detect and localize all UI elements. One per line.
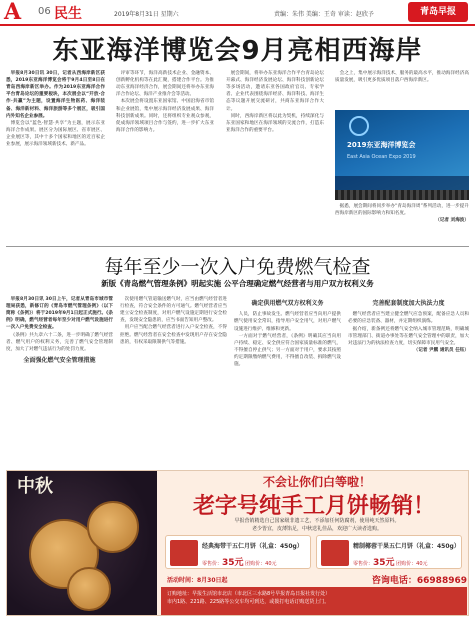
article1-col4-bottom <box>335 203 469 244</box>
paragraph: 据介绍，新条例还将燃气安全纳入城市管理范畴，明确城市管理部门、街道办事处等在燃气安全管理中的职责，加大对违法行为的执法检查力度，切实保障市民用气安全。 <box>348 326 469 346</box>
subhead-rights: 确定供用燃气双方权利义务 <box>251 300 324 307</box>
product-card[interactable] <box>165 535 311 569</box>
ad-address: 订购地址：早报生活馆市北店（市北区三水路8号早报青岛日报社发行处） <box>167 591 331 597</box>
ad-description-2: 老少皆宜，皮薄馅足，中秋送礼佳品，欢迎广大读者选购。 <box>251 526 382 532</box>
article1-credit: （记者 刘海波） <box>435 218 469 224</box>
paragraph: 据悉，展会期间将同步举办“青岛海洋周”系列活动，进一步提升西海岸新区的国际影响力和知名度。 <box>335 204 469 217</box>
paragraph: 用户应当配合燃气经营者进行入户安全检查，不得拒绝。燃气经营者在安全检查中发现用户存在安全隐患的，有权采取限制供气等措施。 <box>120 325 227 345</box>
paragraph: 次使用燃气管道输送燃气时，应当由燃气经营者进行检查，符合安全条件的方可通气。燃气经营者应当建立安全检查制度，对用户燃气设施定期进行安全检查，发现安全隐患的，应当书面告知用户整改。 <box>120 297 227 324</box>
mooncake-shape <box>87 501 139 553</box>
paragraph: 本次展会将设置东亚国家馆、中国沿海省市馆和企业展馆，集中展示海洋经济发展成果、海洋科技创新成果。同时，还将组织专业观众参观，促成海洋领域项目合作与签约，进一步扩大东亚海洋合作的影响力。 <box>116 99 214 133</box>
mooncake-ad[interactable] <box>6 470 469 616</box>
expo-crowd <box>335 190 469 200</box>
mooncake-shape <box>67 567 111 611</box>
headline-expo: 东亚海洋博览会9月亮相西海岸 <box>52 36 423 66</box>
paragraph: 早报8月30日讯 30日，记者从西海岸新区获悉，2019东亚海洋博览会将于9月4日至8日在青岛西海岸新区举办。作为2019东亚海洋合作平台青岛论坛的重要板块，本次展会以“开放·合作·共赢”为主题，设置海洋生物医药、海洋装备、海洋新材料、海洋旅游等多个展区，吸引国内外知名企业参展。 <box>6 71 105 119</box>
paragraph: 会之上，集中展示海洋技术、服务的最高水平，推动海洋经济高质量发展，吸引更多优质项目落户西海岸新区。 <box>335 71 469 84</box>
page-number: 06 <box>38 6 51 17</box>
subhead-safety: 全面强化燃气安全管理措施 <box>23 356 96 364</box>
product-name: 精制椰蓉干果五仁月饼（礼盒：450g） <box>353 543 460 550</box>
newspaper-logo: 青岛早报 <box>408 2 468 22</box>
expo-logo-ring <box>349 116 369 136</box>
article1-col1 <box>6 70 105 244</box>
ad-footer <box>161 587 467 615</box>
paragraph: 燃气经营者应当建立健全燃气应急预案，配备应急人员和必要的应急装备、器材，并定期组织演练。 <box>348 312 469 325</box>
issue-date: 2019年8月31日 星期六 <box>114 11 179 18</box>
article2-col4 <box>348 296 469 468</box>
ad-transport: 市内1路、221路、225路等公交车均可到达，或拨打电话订购送货上门。 <box>167 599 330 605</box>
expo-photo <box>335 110 469 200</box>
subhead-enforcement: 完善配套制度加大执法力度 <box>372 300 445 307</box>
paragraph: 博览会以“蓝色·智慧·共享”为主题，展示东亚海洋合作成果。展区分为国际展区、省市展区、企业展区等，其中十多个国家和地区的近百家企业参展，展示海洋领域新技术、新产品。 <box>6 120 105 148</box>
section-title: 民生 <box>54 6 82 22</box>
paragraph: 《条例》共九章六十二条，进一步明确了燃气经营者、燃气用户的权利义务，完善了燃气安全管理制度，加大了对燃气违法行为的处罚力度。 <box>6 332 113 352</box>
ad-headline: 老字号纯手工月饼畅销！ <box>192 494 435 519</box>
page-header <box>0 0 475 26</box>
ad-description-1: 早报营销精选自己国家级非遗工艺，不添加任何防腐剂，使用纯天然原料。 <box>234 518 400 524</box>
paragraph: 一方面对于燃气经营者，《条例》明确其应当向用户持续、稳定、安全供应符合国家质量标准的燃气，不得擅自停止供气；另一方面对于用户，要求其按照约定期限缴纳燃气费用，不得擅自改装、拆除燃气设施。 <box>234 333 341 368</box>
article2-col2 <box>120 296 227 468</box>
subheadline-gas: 新版《青岛燃气管理条例》明起实施 公平合理确定燃气经营者与用户双方权利义务 <box>101 279 374 288</box>
section-divider <box>6 246 469 247</box>
article1-col3 <box>226 70 324 244</box>
product-price: 零售价：35元 团购价：40元 <box>353 558 428 568</box>
expo-photo-subtitle: East Asia Ocean Expo 2019 <box>347 154 416 160</box>
product-name: 经典海带干五仁月饼（礼盒：450g） <box>202 543 303 550</box>
article1-col2 <box>116 70 214 244</box>
gift-box-icon <box>321 540 349 566</box>
ad-tagline: 不会让你们白等啦！ <box>262 475 371 489</box>
mooncake-image <box>7 471 157 616</box>
page-letter: A <box>4 0 22 25</box>
gift-box-icon <box>170 540 198 566</box>
paragraph: 早报8月30日讯 30日上午，记者从青岛市城市管理局获悉，新修订的《青岛市燃气管理条例》（以下简称《条例》）将于2019年9月1日起正式施行。《条例》明确，燃气经营者每年至少对用户燃气设施进行一次入户免费安全检查。 <box>6 297 113 331</box>
paragraph: 同时，西海岸新区将以此为契机，持续深化与东亚国家和地区在海洋领域的交流合作，打造东亚海洋合作的重要平台。 <box>226 113 324 133</box>
ad-date: 活动时间：8月30日起 <box>167 577 228 584</box>
paragraph: 评审等环节，海洋高新技术企业、金融资本、创新孵化机构等在此汇聚，搭建合作平台。为推动东亚海洋经济合作，展会期间还将举办东亚海洋合作论坛、海洋产业推介会等活动。 <box>116 71 214 98</box>
ad-calligraphy: 中秋 <box>17 476 53 497</box>
product-card[interactable] <box>316 535 462 569</box>
article2-col3 <box>234 296 341 468</box>
article1-col4-top <box>335 70 469 108</box>
paragraph: 展会期间，将举办东亚海洋合作平台青岛论坛开幕式、海洋经济发展论坛、海洋科技创新论坛等多场活动，邀请东亚各国政府官员、专家学者、企业代表围绕海洋经济、海洋科技、海洋生态等议题开展交流研讨，共商东亚海洋合作大计。 <box>226 71 324 112</box>
ad-phone[interactable]: 咨询电话：66988969 <box>371 576 467 586</box>
article2-col1 <box>6 296 113 468</box>
paragraph: 人员，防止事故发生。燃气经营者应当向用户提供燃气使用安全常识，指导用户安全用气，对用户燃气设施进行维护、维修和更新。 <box>234 312 341 332</box>
expo-photo-title: 2019东亚海洋博览会 <box>347 141 416 149</box>
headline-gas: 每年至少一次入户免费燃气检查 <box>104 256 371 278</box>
product-price: 零售价：35元 团购价：40元 <box>202 558 277 568</box>
editors-line: 责编：朱伟 美编：王奇 审读：赵欣予 <box>274 11 374 18</box>
article2-credit: （记者 尹鹏 通讯员 任钰） <box>413 347 469 353</box>
